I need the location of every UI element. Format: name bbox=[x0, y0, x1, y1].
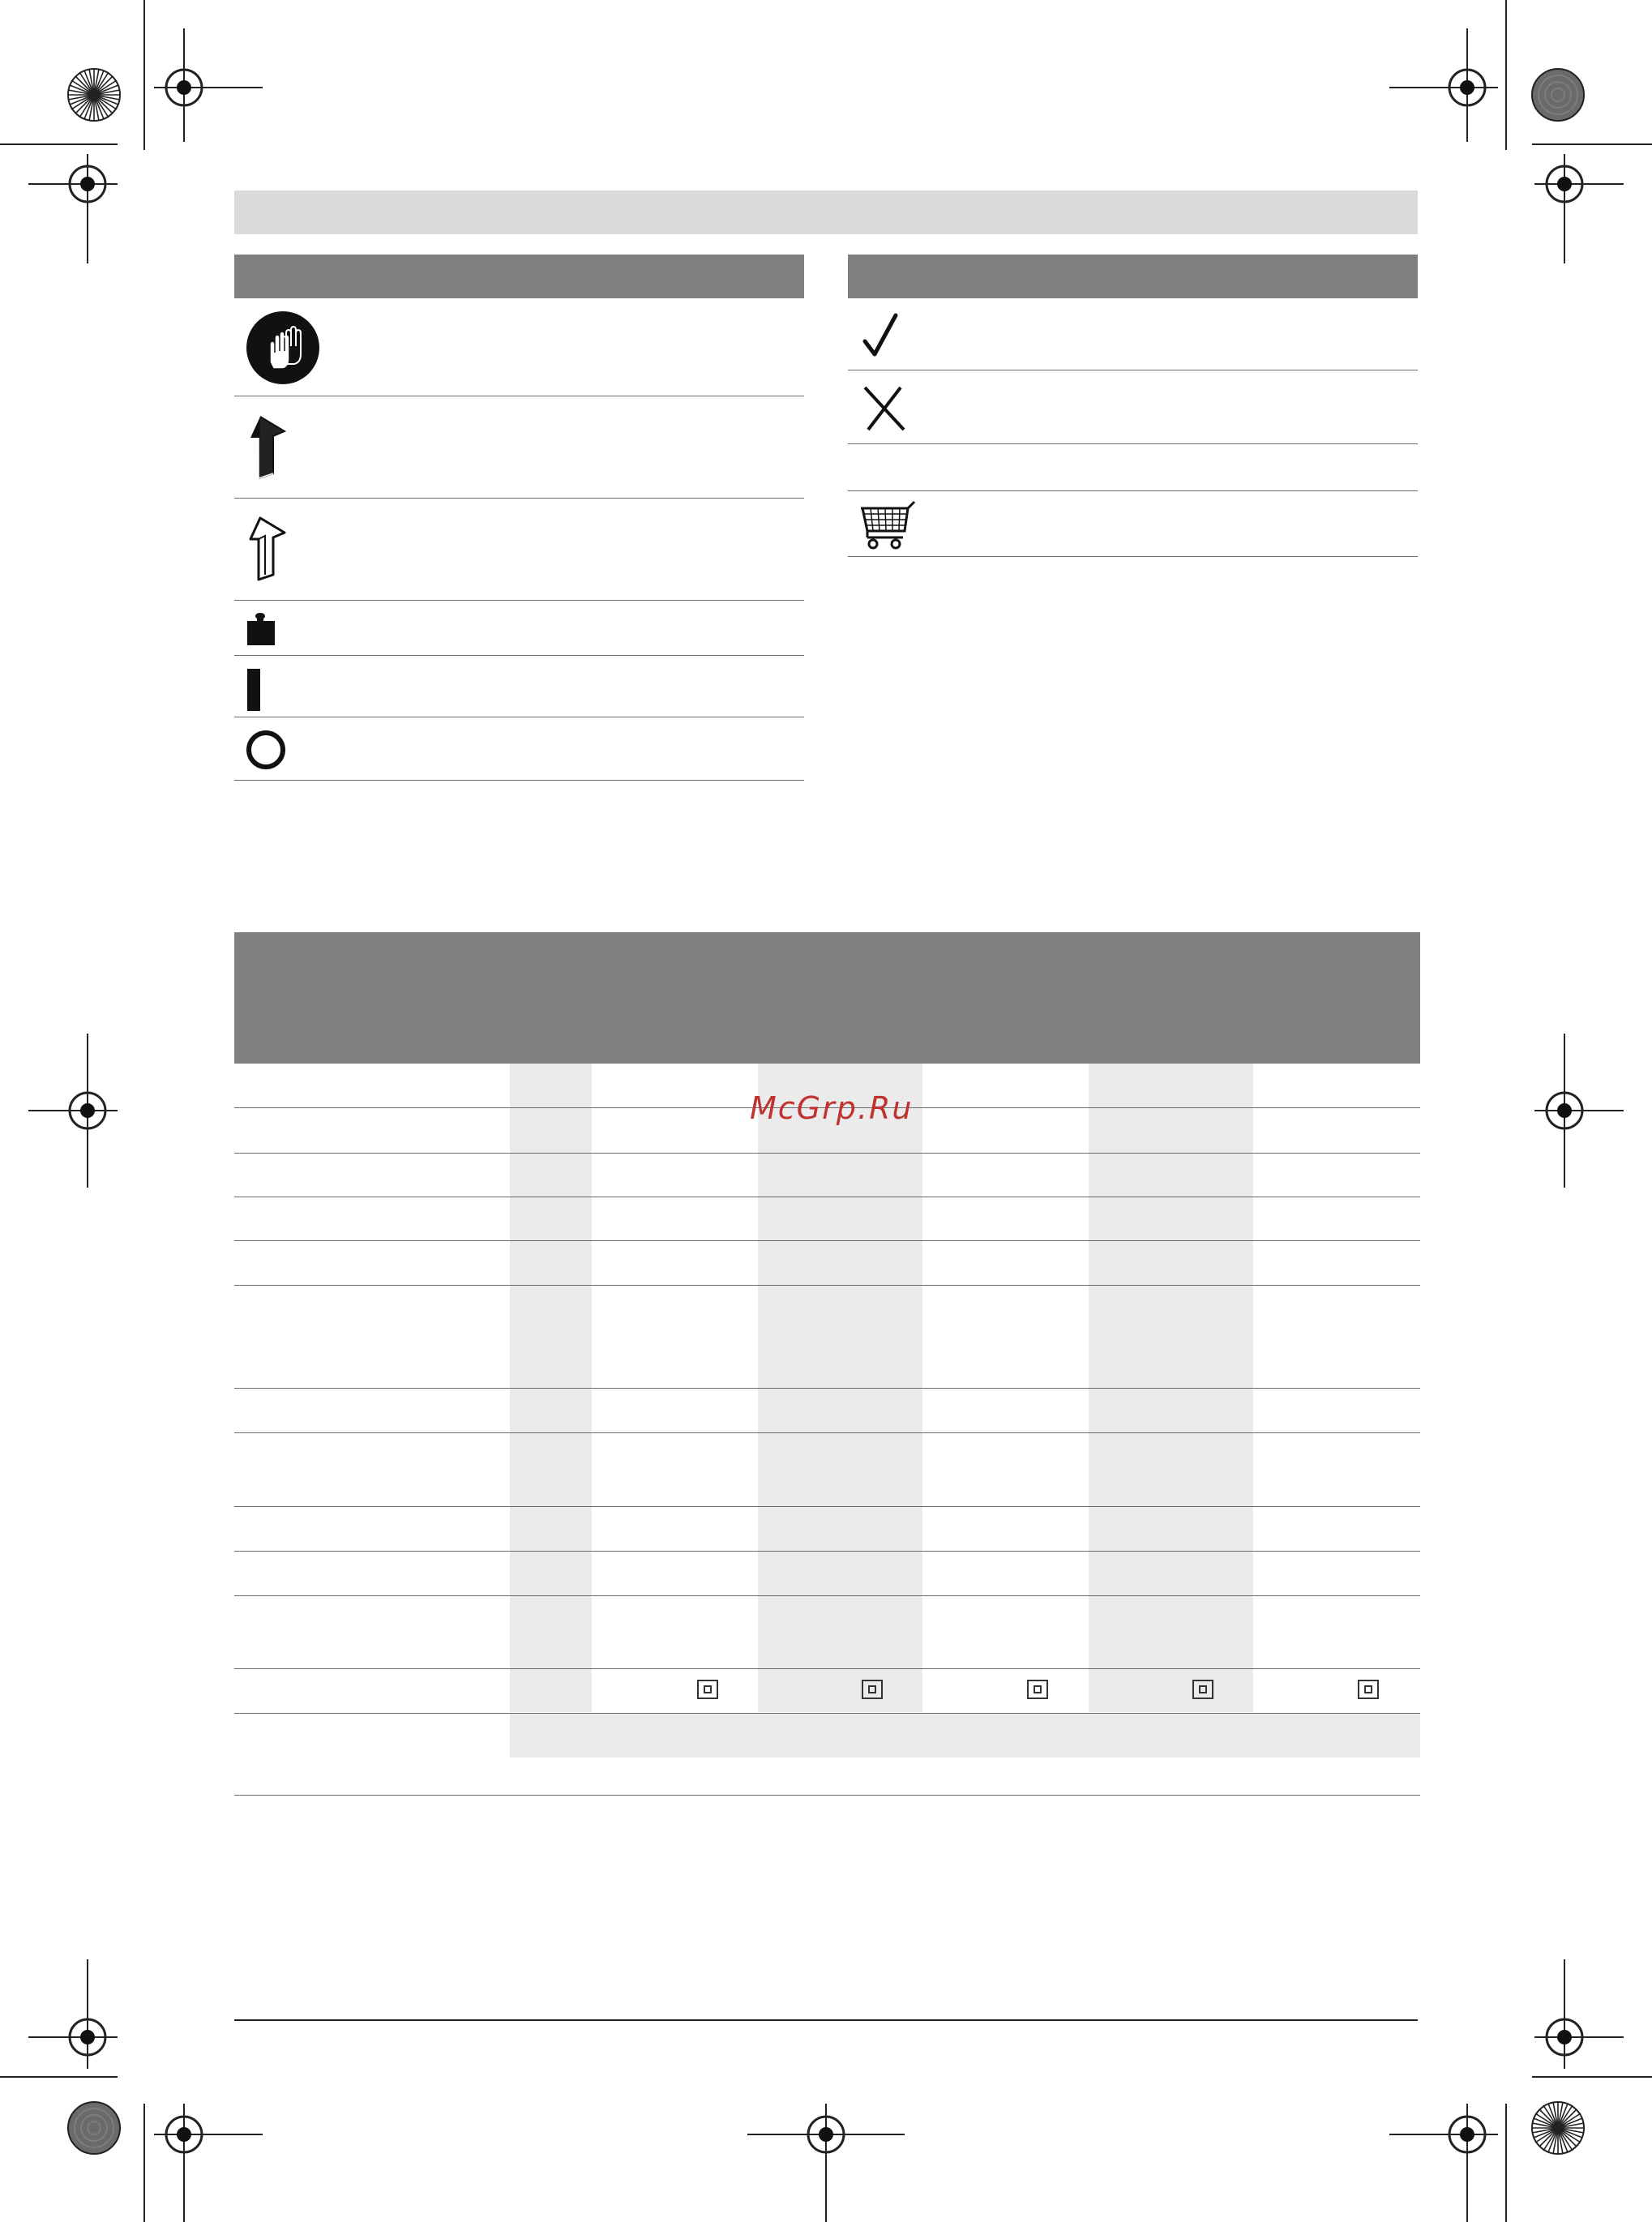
row-divider bbox=[234, 655, 804, 656]
table-row-rule bbox=[234, 1285, 1420, 1286]
table-row-rule bbox=[234, 1668, 1420, 1669]
symbols-left-header bbox=[234, 255, 804, 298]
registration-target-icon bbox=[1534, 1959, 1624, 2069]
registration-target-icon bbox=[1385, 28, 1498, 142]
grey-disc-icon bbox=[66, 2100, 122, 2156]
protective-gloves-icon bbox=[246, 310, 320, 385]
table-row-rule bbox=[234, 1153, 1420, 1154]
starburst-disc-icon bbox=[66, 67, 122, 122]
table-row-rule bbox=[234, 1595, 1420, 1596]
weight-icon bbox=[246, 611, 278, 647]
row-divider bbox=[848, 490, 1418, 491]
table-row-rule bbox=[234, 1432, 1420, 1433]
cross-icon bbox=[862, 384, 907, 433]
protection-class-checkbox[interactable] bbox=[1192, 1680, 1213, 1699]
protection-class-checkbox[interactable] bbox=[697, 1680, 718, 1699]
spec-table-header bbox=[234, 932, 1420, 1064]
footer-rule bbox=[234, 2019, 1418, 2021]
checkmark-icon bbox=[862, 312, 902, 359]
table-row-rule bbox=[234, 1240, 1420, 1241]
protection-class-checkbox[interactable] bbox=[1027, 1680, 1048, 1699]
grey-disc-icon bbox=[1530, 67, 1586, 122]
registration-target-icon bbox=[28, 154, 118, 263]
row-divider bbox=[234, 498, 804, 499]
table-shade-row bbox=[510, 1714, 1420, 1757]
protection-class-checkbox[interactable] bbox=[862, 1680, 883, 1699]
shopping-cart-icon bbox=[859, 500, 918, 550]
switch-on-icon bbox=[246, 667, 265, 713]
registration-target-icon bbox=[1534, 154, 1624, 263]
row-divider bbox=[848, 556, 1418, 557]
table-row-rule bbox=[234, 1388, 1420, 1389]
registration-target-icon bbox=[28, 1959, 118, 2069]
registration-target-icon bbox=[28, 1034, 118, 1188]
protection-class-checkbox[interactable] bbox=[1358, 1680, 1379, 1699]
row-divider bbox=[848, 443, 1418, 444]
switch-off-icon bbox=[246, 728, 289, 772]
table-row-rule bbox=[234, 1551, 1420, 1552]
page-header-band bbox=[234, 191, 1418, 234]
starburst-disc-icon bbox=[1530, 2100, 1586, 2156]
registration-target-icon bbox=[154, 28, 267, 142]
row-divider bbox=[234, 600, 804, 601]
table-row-rule bbox=[234, 1713, 1420, 1714]
registration-target-icon bbox=[1385, 2104, 1498, 2222]
solid-arrow-up-icon bbox=[249, 412, 297, 480]
registration-target-icon bbox=[154, 2104, 267, 2222]
registration-target-icon bbox=[1534, 1034, 1624, 1188]
table-row-rule bbox=[234, 1506, 1420, 1507]
watermark-text: McGrp.Ru bbox=[750, 1090, 914, 1126]
symbols-right-header bbox=[848, 255, 1418, 298]
row-divider bbox=[234, 780, 804, 781]
table-row-rule bbox=[234, 1795, 1420, 1796]
outline-arrow-up-icon bbox=[249, 513, 297, 581]
registration-target-icon bbox=[746, 2104, 908, 2222]
